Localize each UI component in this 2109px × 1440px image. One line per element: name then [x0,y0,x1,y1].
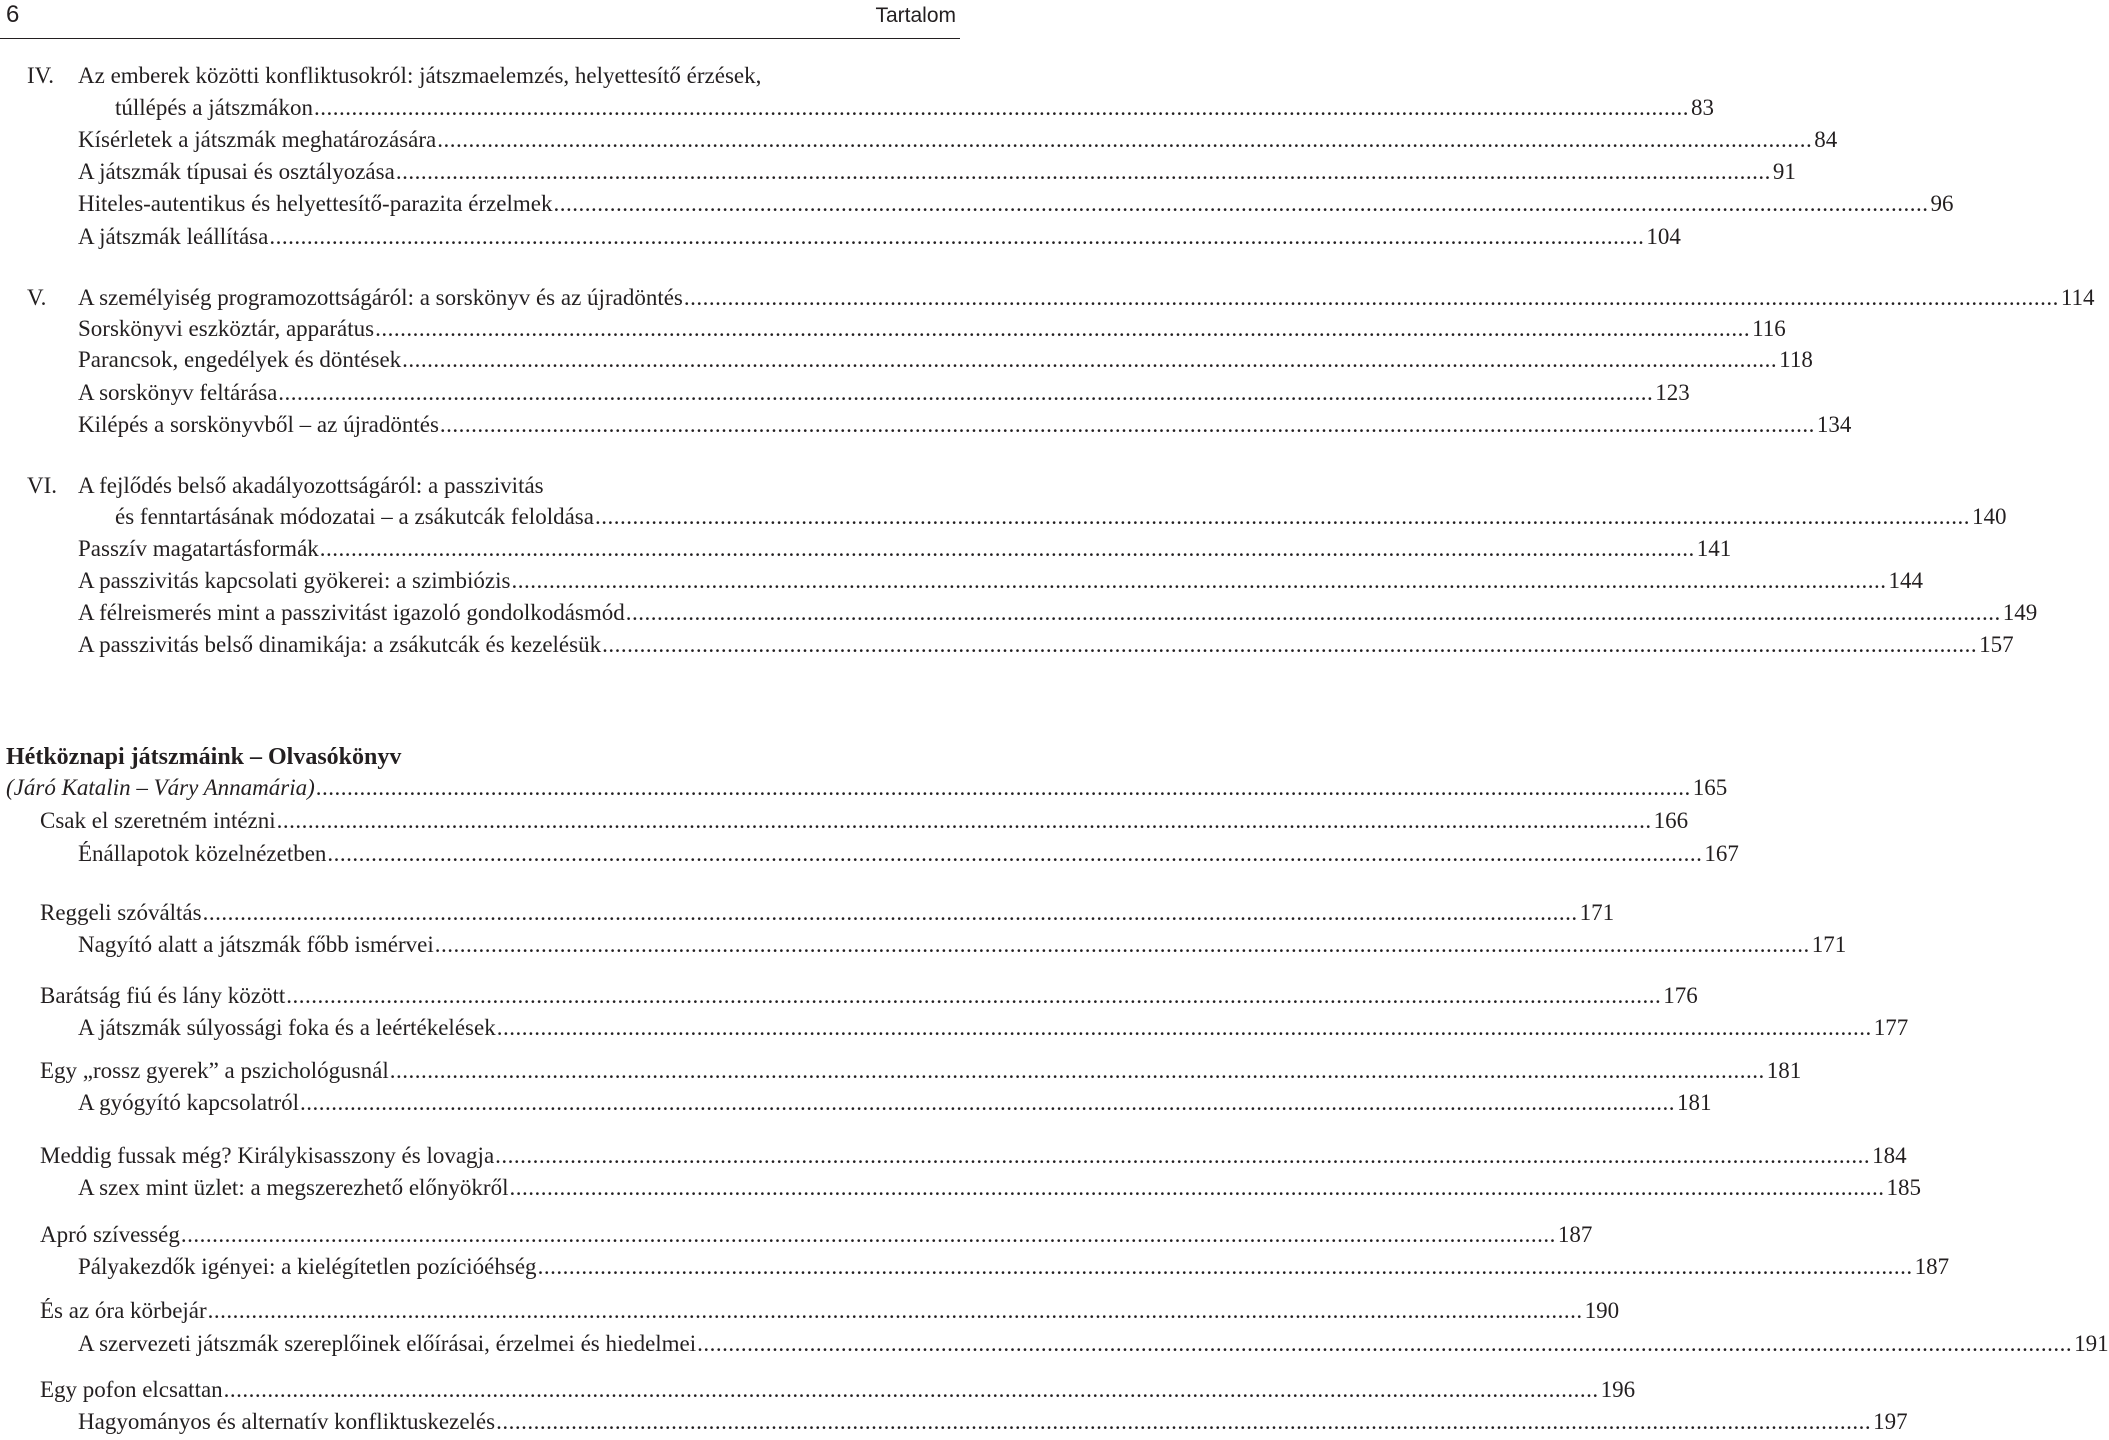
toc-line-r-4a [0,1087,1712,1119]
dot-leader: ............................................................................................................................................................................................................................ [327,841,1703,866]
toc-line-r-7 [0,1295,1620,1327]
toc-entry[interactable] [40,1140,1907,1172]
toc-entry[interactable] [78,597,2038,629]
toc-line-r-6a [0,1251,1950,1283]
entry-title: és fenntartásának módozatai – a zsákutcák feloldása [115,504,594,529]
entry-title: A személyiség programozottságáról: a sorskönyv és az újradöntés [78,285,683,310]
page-ref: 134 [1816,412,1852,437]
chapter-number: VI. [27,473,58,498]
entry-title: A játszmák leállítása [78,224,269,249]
toc-line-r-7a [0,1328,2109,1360]
toc-line-r-1a [0,838,1739,870]
page-ref: 118 [1779,347,1813,372]
entry-title: Csak el szeretném intézni [40,808,276,833]
entry-title: Kilépés a sorskönyvből – az újradöntés [78,412,439,437]
toc-line-iv-2 [0,156,1796,188]
toc-line-vi-heading-2 [0,501,2007,533]
toc-entry[interactable] [78,282,2095,314]
entry-title: Sorskönyvi eszköztár, apparátus [78,316,375,341]
toc-line-r-5a [0,1172,1921,1204]
entry-title: Parancsok, engedélyek és döntések [78,347,402,372]
toc-line-vi-3 [0,597,2038,629]
entry-title: A passzivitás kapcsolati gyökerei: a szimbiózis [78,568,511,593]
toc-entry[interactable] [78,1406,1908,1438]
dot-leader: ............................................................................................................................................................................................................................ [375,316,1751,341]
toc-entry[interactable] [78,1328,2109,1360]
dot-leader: ............................................................................................................................................................................................................................ [625,600,2001,625]
page-ref: 166 [1653,808,1689,833]
chapter-title: A fejlődés belső akadályozottságáról: a passzivitás [78,473,544,498]
toc-line-r-3 [0,980,1698,1012]
toc-line-v-1 [0,313,1786,345]
entry-title: Barátság fiú és lány között [40,983,286,1008]
toc-line-r-5 [0,1140,1907,1172]
entry-title: Pályakezdők igényei: a kielégítetlen pozícióéhség [78,1254,537,1279]
toc-entry[interactable] [115,501,2007,533]
entry-title: A játszmák súlyossági foka és a leértékelések [78,1015,496,1040]
dot-leader: ............................................................................................................................................................................................................................ [315,775,1691,800]
dot-leader: ............................................................................................................................................................................................................................ [207,1298,1583,1323]
page-ref: 165 [1692,775,1728,800]
toc-line-r-4 [0,1055,1802,1087]
toc-entry[interactable] [78,565,1923,597]
toc-entry[interactable] [78,377,1690,409]
page-ref: 181 [1677,1090,1712,1115]
dot-leader: ............................................................................................................................................................................................................................ [594,504,1970,529]
entry-title: Énállapotok közelnézetben [78,841,327,866]
page-ref: 84 [1814,127,1838,152]
dot-leader: ............................................................................................................................................................................................................................ [602,632,1978,657]
toc-entry[interactable] [78,344,1813,376]
dot-leader: ............................................................................................................................................................................................................................ [553,191,1929,216]
dot-leader: ............................................................................................................................................................................................................................ [697,1331,2073,1356]
page-ref: 96 [1930,191,1954,216]
toc-entry[interactable] [78,124,1838,156]
page-ref: 196 [1600,1377,1636,1402]
toc-line-reader-authors [0,772,1728,804]
dot-leader: ............................................................................................................................................................................................................................ [511,568,1887,593]
page-ref: 83 [1691,95,1714,120]
toc-line-r-1 [0,805,1689,837]
toc-entry[interactable] [78,1251,1950,1283]
page-ref: 141 [1696,536,1732,561]
page-ref: 116 [1752,316,1786,341]
dot-leader: ............................................................................................................................................................................................................................ [223,1377,1599,1402]
toc-entry[interactable] [78,188,1954,220]
dot-leader: ............................................................................................................................................................................................................................ [496,1409,1872,1434]
entry-title: A szervezeti játszmák szereplőinek előírásai, érzelmei és hiedelmei [78,1331,697,1356]
dot-leader: ............................................................................................................................................................................................................................ [389,1058,1765,1083]
page-ref: 190 [1584,1298,1620,1323]
toc-entry[interactable] [78,1087,1712,1119]
page-ref: 184 [1872,1143,1907,1168]
page-ref: 185 [1886,1175,1921,1200]
section-title: Hétköznapi játszmáink – Olvasókönyv [6,744,402,770]
toc-line-iv-heading-1 [0,60,960,92]
toc-line-iv-1 [0,124,1838,156]
entry-title: Egy „rossz gyerek” a pszichológusnál [40,1058,389,1083]
dot-leader: ............................................................................................................................................................................................................................ [314,95,1689,120]
entry-title: Hagyományos és alternatív konfliktuskezelés [78,1409,496,1434]
toc-line-v-3 [0,377,1690,409]
toc-line-vi-heading-1 [0,470,960,502]
chapter-number: V. [27,285,47,310]
dot-leader: ............................................................................................................................................................................................................................ [537,1254,1913,1279]
page-ref: 104 [1646,224,1681,249]
dot-leader: ............................................................................................................................................................................................................................ [276,808,1652,833]
page-ref: 157 [1979,632,2014,657]
entry-title: A passzivitás belső dinamikája: a zsákutcák és kezelésük [78,632,602,657]
toc-entry[interactable] [78,629,2014,661]
toc-line-v-heading [0,282,2095,314]
entry-title: Hiteles-autentikus és helyettesítő-parazita érzelmek [78,191,553,216]
dot-leader: ............................................................................................................................................................................................................................ [683,285,2059,310]
dot-leader: ............................................................................................................................................................................................................................ [434,932,1810,957]
toc-entry[interactable] [78,156,1796,188]
chapter-title: Az emberek közötti konfliktusokról: játszmaelemzés, helyettesítő érzések, [78,63,762,88]
entry-title: A szex mint üzlet: a megszerezhető előnyökről [78,1175,509,1200]
dot-leader: ............................................................................................................................................................................................................................ [278,380,1654,405]
toc-entry[interactable] [40,805,1689,837]
entry-title: Kísérletek a játszmák meghatározására [78,127,437,152]
entry-title: Reggeli szóváltás [40,900,202,925]
page-ref: 171 [1579,900,1615,925]
dot-leader: ............................................................................................................................................................................................................................ [439,412,1815,437]
page-ref: 144 [1888,568,1923,593]
entry-title: Apró szívesség [40,1222,180,1247]
toc-line-iv-4 [0,221,1681,253]
page-ref: 187 [1557,1222,1593,1247]
dot-leader: ............................................................................................................................................................................................................................ [319,536,1695,561]
dot-leader: ............................................................................................................................................................................................................................ [402,347,1778,372]
toc-line-iv-heading-2 [0,92,1714,124]
entry-title: A játszmák típusai és osztályozása [78,159,395,184]
page-ref: 187 [1914,1254,1950,1279]
dot-leader: ............................................................................................................................................................................................................................ [437,127,1813,152]
toc-entry[interactable] [78,533,1732,565]
dot-leader: ............................................................................................................................................................................................................................ [300,1090,1676,1115]
entry-title: (Járó Katalin – Váry Annamária) [6,775,315,800]
dot-leader: ............................................................................................................................................................................................................................ [395,159,1771,184]
toc-line-r-2 [0,897,1615,929]
dot-leader: ............................................................................................................................................................................................................................ [496,1015,1872,1040]
toc-entry[interactable] [78,409,1852,441]
toc-line-reader-title [0,741,960,773]
page-ref: 171 [1811,932,1847,957]
entry-title: A gyógyító kapcsolatról [78,1090,300,1115]
entry-title: A félreismerés mint a passzivitást igazoló gondolkodásmód [78,600,625,625]
toc-line-v-4 [0,409,1852,441]
running-title: Tartalom [875,4,956,27]
dot-leader: ............................................................................................................................................................................................................................ [180,1222,1556,1247]
entry-title: A sorskönyv feltárása [78,380,278,405]
toc-line-iv-3 [0,188,1954,220]
entry-title: Egy pofon elcsattan [40,1377,223,1402]
toc-entry[interactable] [40,897,1615,929]
page-ref: 123 [1655,380,1690,405]
dot-leader: ............................................................................................................................................................................................................................ [509,1175,1885,1200]
page-ref: 197 [1873,1409,1908,1434]
toc-line-r-6 [0,1219,1593,1251]
toc-entry[interactable] [40,980,1698,1012]
page-ref: 91 [1772,159,1796,184]
toc-entry[interactable] [115,92,1714,124]
toc-entry[interactable] [78,929,1847,961]
toc-entry[interactable] [40,1055,1802,1087]
toc-entry[interactable] [78,838,1739,870]
dot-leader: ............................................................................................................................................................................................................................ [202,900,1578,925]
dot-leader: ............................................................................................................................................................................................................................ [269,224,1645,249]
toc-entry[interactable] [6,772,1728,804]
toc-entry[interactable] [78,1012,1909,1044]
page-number: 6 [6,1,20,28]
page-ref: 140 [1971,504,2007,529]
page-ref: 177 [1873,1015,1909,1040]
entry-title: Passzív magatartásformák [78,536,319,561]
entry-title: És az óra körbejár [40,1298,207,1323]
toc-line-r-8a [0,1406,1908,1438]
toc-entry[interactable] [40,1295,1620,1327]
page-ref: 149 [2002,600,2038,625]
page-ref: 114 [2060,285,2095,310]
toc-entry[interactable] [40,1374,1636,1406]
toc-entry[interactable] [78,221,1681,253]
toc-line-vi-1 [0,533,1732,565]
toc-line-r-2a [0,929,1847,961]
toc-line-r-8 [0,1374,1636,1406]
toc-line-vi-2 [0,565,1923,597]
page-ref: 167 [1704,841,1739,866]
page-ref: 191 [2074,1331,2109,1356]
entry-title: Nagyító alatt a játszmák főbb ismérvei [78,932,434,957]
page-ref: 181 [1766,1058,1802,1083]
entry-title: Meddig fussak még? Királykisasszony és lovagja [40,1143,495,1168]
toc-line-r-3a [0,1012,1909,1044]
toc-entry[interactable] [78,313,1786,345]
dot-leader: ............................................................................................................................................................................................................................ [286,983,1662,1008]
page-ref: 176 [1663,983,1698,1008]
toc-line-vi-4 [0,629,2014,661]
toc-entry[interactable] [40,1219,1593,1251]
entry-title: túllépés a játszmákon [115,95,313,120]
toc-line-v-2 [0,344,1813,376]
dot-leader: ............................................................................................................................................................................................................................ [495,1143,1871,1168]
chapter-number: IV. [27,63,55,88]
toc-entry[interactable] [78,1172,1921,1204]
